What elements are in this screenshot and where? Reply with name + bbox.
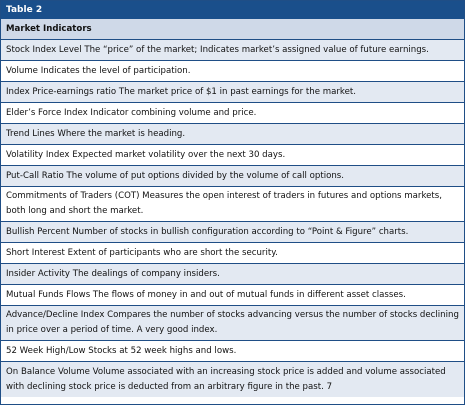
- table-row: Bullish Percent Number of stocks in bullish configuration according to “Point & Figure” charts.: [1, 222, 464, 243]
- table-row: Volume Indicates the level of participation.: [1, 61, 464, 82]
- table-row: Mutual Funds Flows The flows of money in and out of mutual funds in different asset classes.: [1, 285, 464, 306]
- table-row: 52 Week High/Low Stocks at 52 week highs and lows.: [1, 341, 464, 362]
- table-row: Put-Call Ratio The volume of put options divided by the volume of call options.: [1, 166, 464, 187]
- table-row: Volatility Index Expected market volatility over the next 30 days.: [1, 145, 464, 166]
- table-row: Elder’s Force Index Indicator combining volume and price.: [1, 103, 464, 124]
- table-row: Short Interest Extent of participants who are short the security.: [1, 243, 464, 264]
- table-row: Trend Lines Where the market is heading.: [1, 124, 464, 145]
- table-row: On Balance Volume Volume associated with an increasing stock price is added and volume associated with declining stock price is deducted from an arbitrary figure in the past. 7: [1, 362, 464, 397]
- table-row: Insider Activity The dealings of company insiders.: [1, 264, 464, 285]
- table-row: Stock Index Level The “price” of the market; Indicates market’s assigned value of future earnings.: [1, 40, 464, 61]
- table-row: Index Price-earnings ratio The market price of $1 in past earnings for the market.: [1, 82, 464, 103]
- table-header: Market Indicators: [1, 19, 464, 40]
- table-row: Commitments of Traders (COT) Measures the open interest of traders in futures and options markets, both long and short the market.: [1, 187, 464, 222]
- table-row: Advance/Decline Index Compares the number of stocks advancing versus the number of stocks declining in price over a period of time. A very good index.: [1, 306, 464, 341]
- table-title: Table 2: [1, 1, 464, 19]
